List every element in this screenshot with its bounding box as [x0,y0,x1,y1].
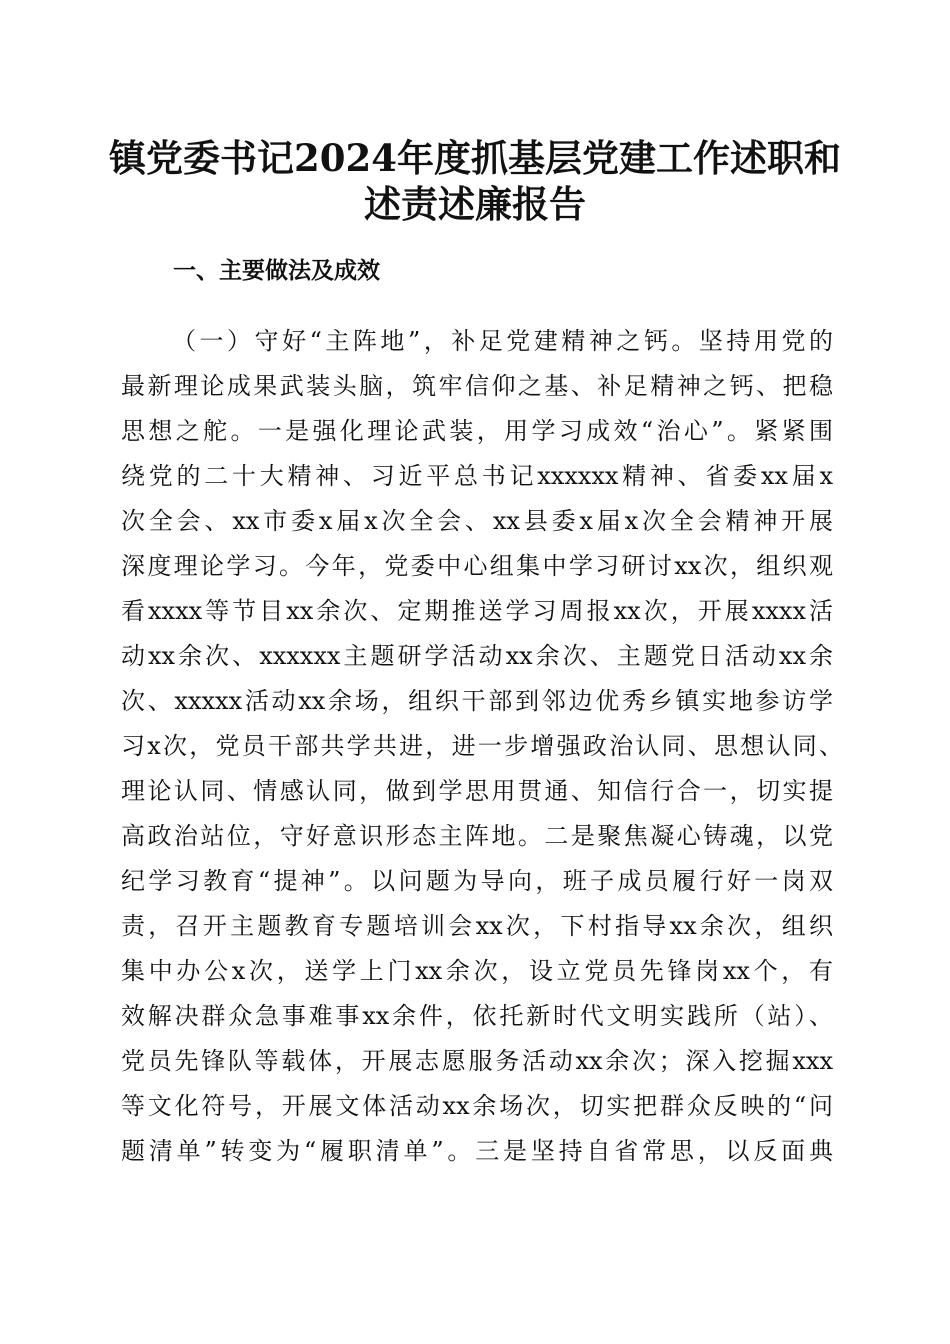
body-line: 责，召开主题教育专题培训会xx次，下村指导xx余次，组织 [121,912,833,940]
body-line: 次全会、xx市委x届x次全会、xx县委x届x次全会精神开展 [121,507,833,535]
body-line: 效解决群众急事难事xx余件，依托新时代文明实践所（站）、 [121,1002,833,1030]
body-line: 看xxxx等节目xx余次、定期推送学习周报xx次，开展xxxx活 [121,597,833,625]
document-title-line-1: 镇党委书记2024年度抓基层党建工作述职和 [109,136,841,180]
body-line: 等文化符号，开展文体活动xx余场次，切实把群众反映的“问 [121,1092,833,1120]
body-line: 题清单”转变为“履职清单”。三是坚持自省常思，以反面典 [121,1137,833,1165]
body-line: 最新理论成果武装头脑，筑牢信仰之基、补足精神之钙、把稳 [121,372,833,400]
body-line: 动xx余次、xxxxxx主题研学活动xx余次、主题党日活动xx余 [121,642,833,670]
body-line: 深度理论学习。今年，党委中心组集中学习研讨xx次，组织观 [121,552,833,580]
body-line: 绕党的二十大精神、习近平总书记xxxxxx精神、省委xx届x [121,462,833,490]
body-line: 集中办公x次，送学上门xx余次，设立党员先锋岗xx个，有 [121,957,833,985]
section-heading: 一、主要做法及成效 [173,258,380,284]
body-line: 次、xxxxx活动xx余场，组织干部到邻边优秀乡镇实地参访学 [121,687,833,715]
body-line: 高政治站位，守好意识形态主阵地。二是聚焦凝心铸魂，以党 [121,822,833,850]
document-title-line-2: 述责述廉报告 [364,182,586,226]
body-line: 习x次，党员干部共学共进，进一步增强政治认同、思想认同、 [121,732,843,760]
body-line: 理论认同、情感认同，做到学思用贯通、知信行合一，切实提 [121,777,833,805]
body-line: （一）守好“主阵地”，补足党建精神之钙。坚持用党的 [172,327,833,355]
body-line: 思想之舵。一是强化理论武装，用学习成效“治心”。紧紧围 [121,417,833,445]
body-line: 纪学习教育“提神”。以问题为导向，班子成员履行好一岗双 [121,867,833,895]
body-line: 党员先锋队等载体，开展志愿服务活动xx余次；深入挖掘xxx [121,1047,833,1075]
